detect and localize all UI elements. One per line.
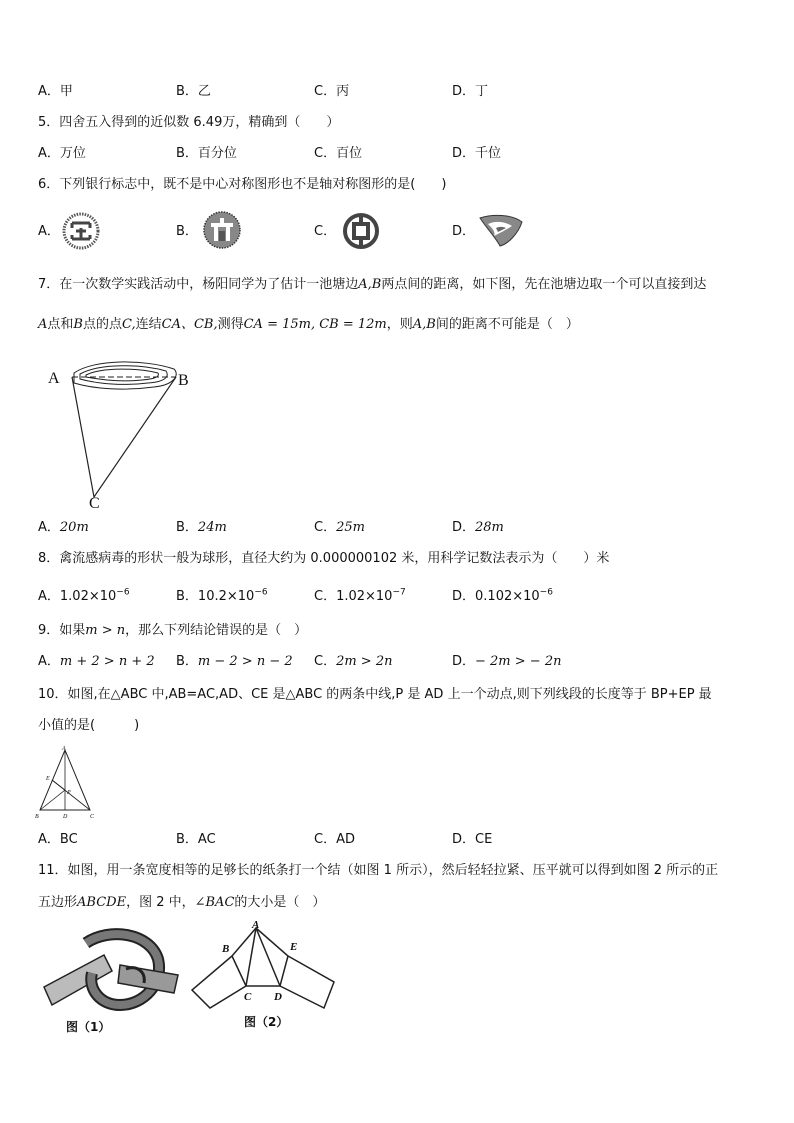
- q11-label-c: C: [244, 991, 252, 1003]
- q6-option-b: B．: [176, 224, 198, 239]
- q9-text: ，那么下列结论错误的是（ ）: [125, 623, 308, 638]
- q8-option-base: 10.2×10: [197, 589, 255, 604]
- q7-option-value: 24m: [197, 520, 227, 535]
- q7-math: CA、CB,: [161, 317, 218, 332]
- q9-option-value: 2m > 2n: [336, 654, 393, 669]
- q6-option-c: C．: [314, 224, 337, 239]
- q7-option-d: [452, 516, 504, 540]
- q6-option-d: D．: [452, 224, 476, 239]
- q8-option-exp: −7: [392, 587, 406, 598]
- q7-stem-line2: [38, 313, 579, 337]
- q8-option-d: [452, 585, 553, 609]
- q11-stem-line2: [38, 891, 325, 915]
- q7-option-letter: B．: [176, 520, 198, 535]
- q11-stem-line1: 11．如图，用一条宽度相等的足够长的纸条打一个结（如图 1 所示），然后轻轻拉紧、压平就可以得到如图 2 所示的正: [38, 863, 719, 878]
- q8-option-base: 1.02×10: [336, 589, 393, 604]
- q9-option-letter: D．: [452, 654, 476, 669]
- q4-option-b: B．乙: [176, 84, 211, 99]
- q11-label-e: E: [290, 941, 298, 953]
- q7-math: B: [73, 317, 83, 332]
- q11-text: 五边形: [38, 895, 78, 910]
- q5-option-d: D．千位: [452, 146, 502, 161]
- q7-text: 间的距离不可能是（ ）: [435, 317, 579, 332]
- q11-figure-2: [188, 918, 340, 1032]
- q5-stem: 5．四舍五入得到的近似数 6.49万，精确到（ ）: [38, 115, 340, 130]
- q8-option-base: 1.02×10: [59, 589, 117, 604]
- q4-option-d: D．丁: [452, 84, 489, 99]
- q9-option-b: [176, 650, 293, 674]
- q9-option-value: − 2m > − 2n: [475, 654, 562, 669]
- q10-stem-line1: 10．如图,在△ABC 中,AB=AC,AD、CE 是△ABC 的两条中线,P 是 AD 上一个动点,则下列线段的长度等于 BP+EP 最: [38, 687, 712, 702]
- q7-options: [0, 516, 794, 540]
- q11-text: 的大小是（ ）: [234, 895, 326, 910]
- q8-option-b: [176, 585, 268, 609]
- q9-option-c: [314, 650, 392, 674]
- q7-option-letter: D．: [452, 520, 476, 535]
- q8-option-c: [314, 585, 406, 609]
- q7-math: CA = 15m, CB = 12m: [243, 317, 387, 332]
- q7-option-b: [176, 516, 227, 540]
- q7-stem-line1: [38, 273, 706, 297]
- q9-math: m > n: [85, 623, 126, 638]
- q9-option-letter: A．: [38, 654, 60, 669]
- q4-option-c: C．丙: [314, 84, 350, 99]
- q11-math: ∠BAC: [194, 895, 235, 910]
- q8-option-a: [38, 585, 130, 609]
- q9-stem: [38, 619, 307, 643]
- q9-option-letter: C．: [314, 654, 337, 669]
- q10-option-b: B．AC: [176, 832, 216, 847]
- q9-option-letter: B．: [176, 654, 198, 669]
- q10-option-c: C．AD: [314, 832, 355, 847]
- q8-option-exp: −6: [539, 587, 553, 598]
- q10-label-a: A: [62, 746, 66, 752]
- q7-text: 连结: [135, 317, 162, 332]
- q7-label-c: C: [89, 495, 100, 510]
- q8-stem: 8．禽流感病毒的形状一般为球形，直径大约为 0.000000102 米，用科学记数法表示为（ ）米: [38, 551, 610, 566]
- q7-option-value: 28m: [475, 520, 504, 535]
- q6-stem: 6．下列银行标志中，既不是中心对称图形也不是轴对称图形的是( ): [38, 177, 447, 192]
- q7-pond-figure: [44, 355, 204, 510]
- q8-option-letter: A．: [38, 589, 60, 604]
- q6-option-a: A．: [38, 224, 60, 239]
- q11-figure-1: [40, 925, 182, 1035]
- q7-math: A,B: [358, 277, 382, 292]
- q10-option-d: D．CE: [452, 832, 493, 847]
- q5-options: [0, 142, 794, 166]
- q6-options: [0, 220, 794, 244]
- q11-label-a: A: [252, 919, 260, 931]
- q5-option-b: B．百分位: [176, 146, 237, 161]
- q11-label-b: B: [222, 943, 230, 955]
- bank-logo-d-icon: [478, 212, 524, 248]
- q7-label-b: B: [178, 372, 189, 389]
- q5-option-a: A．万位: [38, 146, 86, 161]
- q8-options: [0, 585, 794, 609]
- q4-option-a: A．甲: [38, 84, 73, 99]
- q10-stem-line2: 小值的是( ): [38, 718, 140, 733]
- q5-option-c: C．百位: [314, 146, 363, 161]
- q11-figure-1-caption: 图（1）: [66, 1020, 111, 1034]
- q7-text: 点的点: [82, 317, 122, 332]
- q7-math: A: [38, 317, 48, 332]
- q10-option-a: A．BC: [38, 832, 78, 847]
- q8-option-exp: −6: [116, 587, 130, 598]
- bank-logo-a-icon: [62, 212, 100, 250]
- q7-option-a: [38, 516, 89, 540]
- q8-option-letter: D．: [452, 589, 476, 604]
- q7-text: 7．在一次数学实践活动中，杨阳同学为了估计一池塘边: [38, 277, 359, 292]
- q9-option-value: m − 2 > n − 2: [197, 654, 293, 669]
- q9-options: [0, 650, 794, 674]
- q11-text: ，图 2 中，: [126, 895, 195, 910]
- q7-math: A,B: [412, 317, 436, 332]
- q10-triangle-figure: [32, 744, 100, 820]
- q7-text: 点和: [47, 317, 74, 332]
- q8-option-letter: C．: [314, 589, 337, 604]
- q7-option-letter: A．: [38, 520, 60, 535]
- q4-options: [0, 80, 794, 104]
- q7-text: ，则: [386, 317, 413, 332]
- q10-options: [0, 828, 794, 852]
- q9-option-value: m + 2 > n + 2: [59, 654, 155, 669]
- bank-logo-b-icon: [202, 210, 242, 250]
- q7-text: 测得: [217, 317, 244, 332]
- q7-option-c: [314, 516, 365, 540]
- q7-option-value: 25m: [336, 520, 365, 535]
- q10-label-b: B: [35, 814, 39, 820]
- bank-logo-c-icon: [342, 212, 380, 250]
- q10-label-p: P: [67, 790, 71, 796]
- q7-math: C,: [121, 317, 136, 332]
- q11-label-d: D: [274, 991, 282, 1003]
- q9-text: 9．如果: [38, 623, 86, 638]
- q11-math: ABCDE: [77, 895, 127, 910]
- q9-option-d: [452, 650, 561, 674]
- q9-option-a: [38, 650, 155, 674]
- q7-option-letter: C．: [314, 520, 337, 535]
- q10-label-c: C: [90, 814, 95, 820]
- q10-label-e: E: [46, 776, 50, 782]
- q8-option-base: 0.102×10: [475, 589, 540, 604]
- q10-label-d: D: [63, 814, 68, 820]
- q8-option-letter: B．: [176, 589, 198, 604]
- q7-text: 两点间的距离，如下图，先在池塘边取一个可以直接到达: [381, 277, 707, 292]
- q7-option-value: 20m: [59, 520, 89, 535]
- q7-label-a: A: [48, 370, 60, 387]
- q11-figure-2-caption: 图（2）: [244, 1015, 289, 1029]
- q8-option-exp: −6: [254, 587, 268, 598]
